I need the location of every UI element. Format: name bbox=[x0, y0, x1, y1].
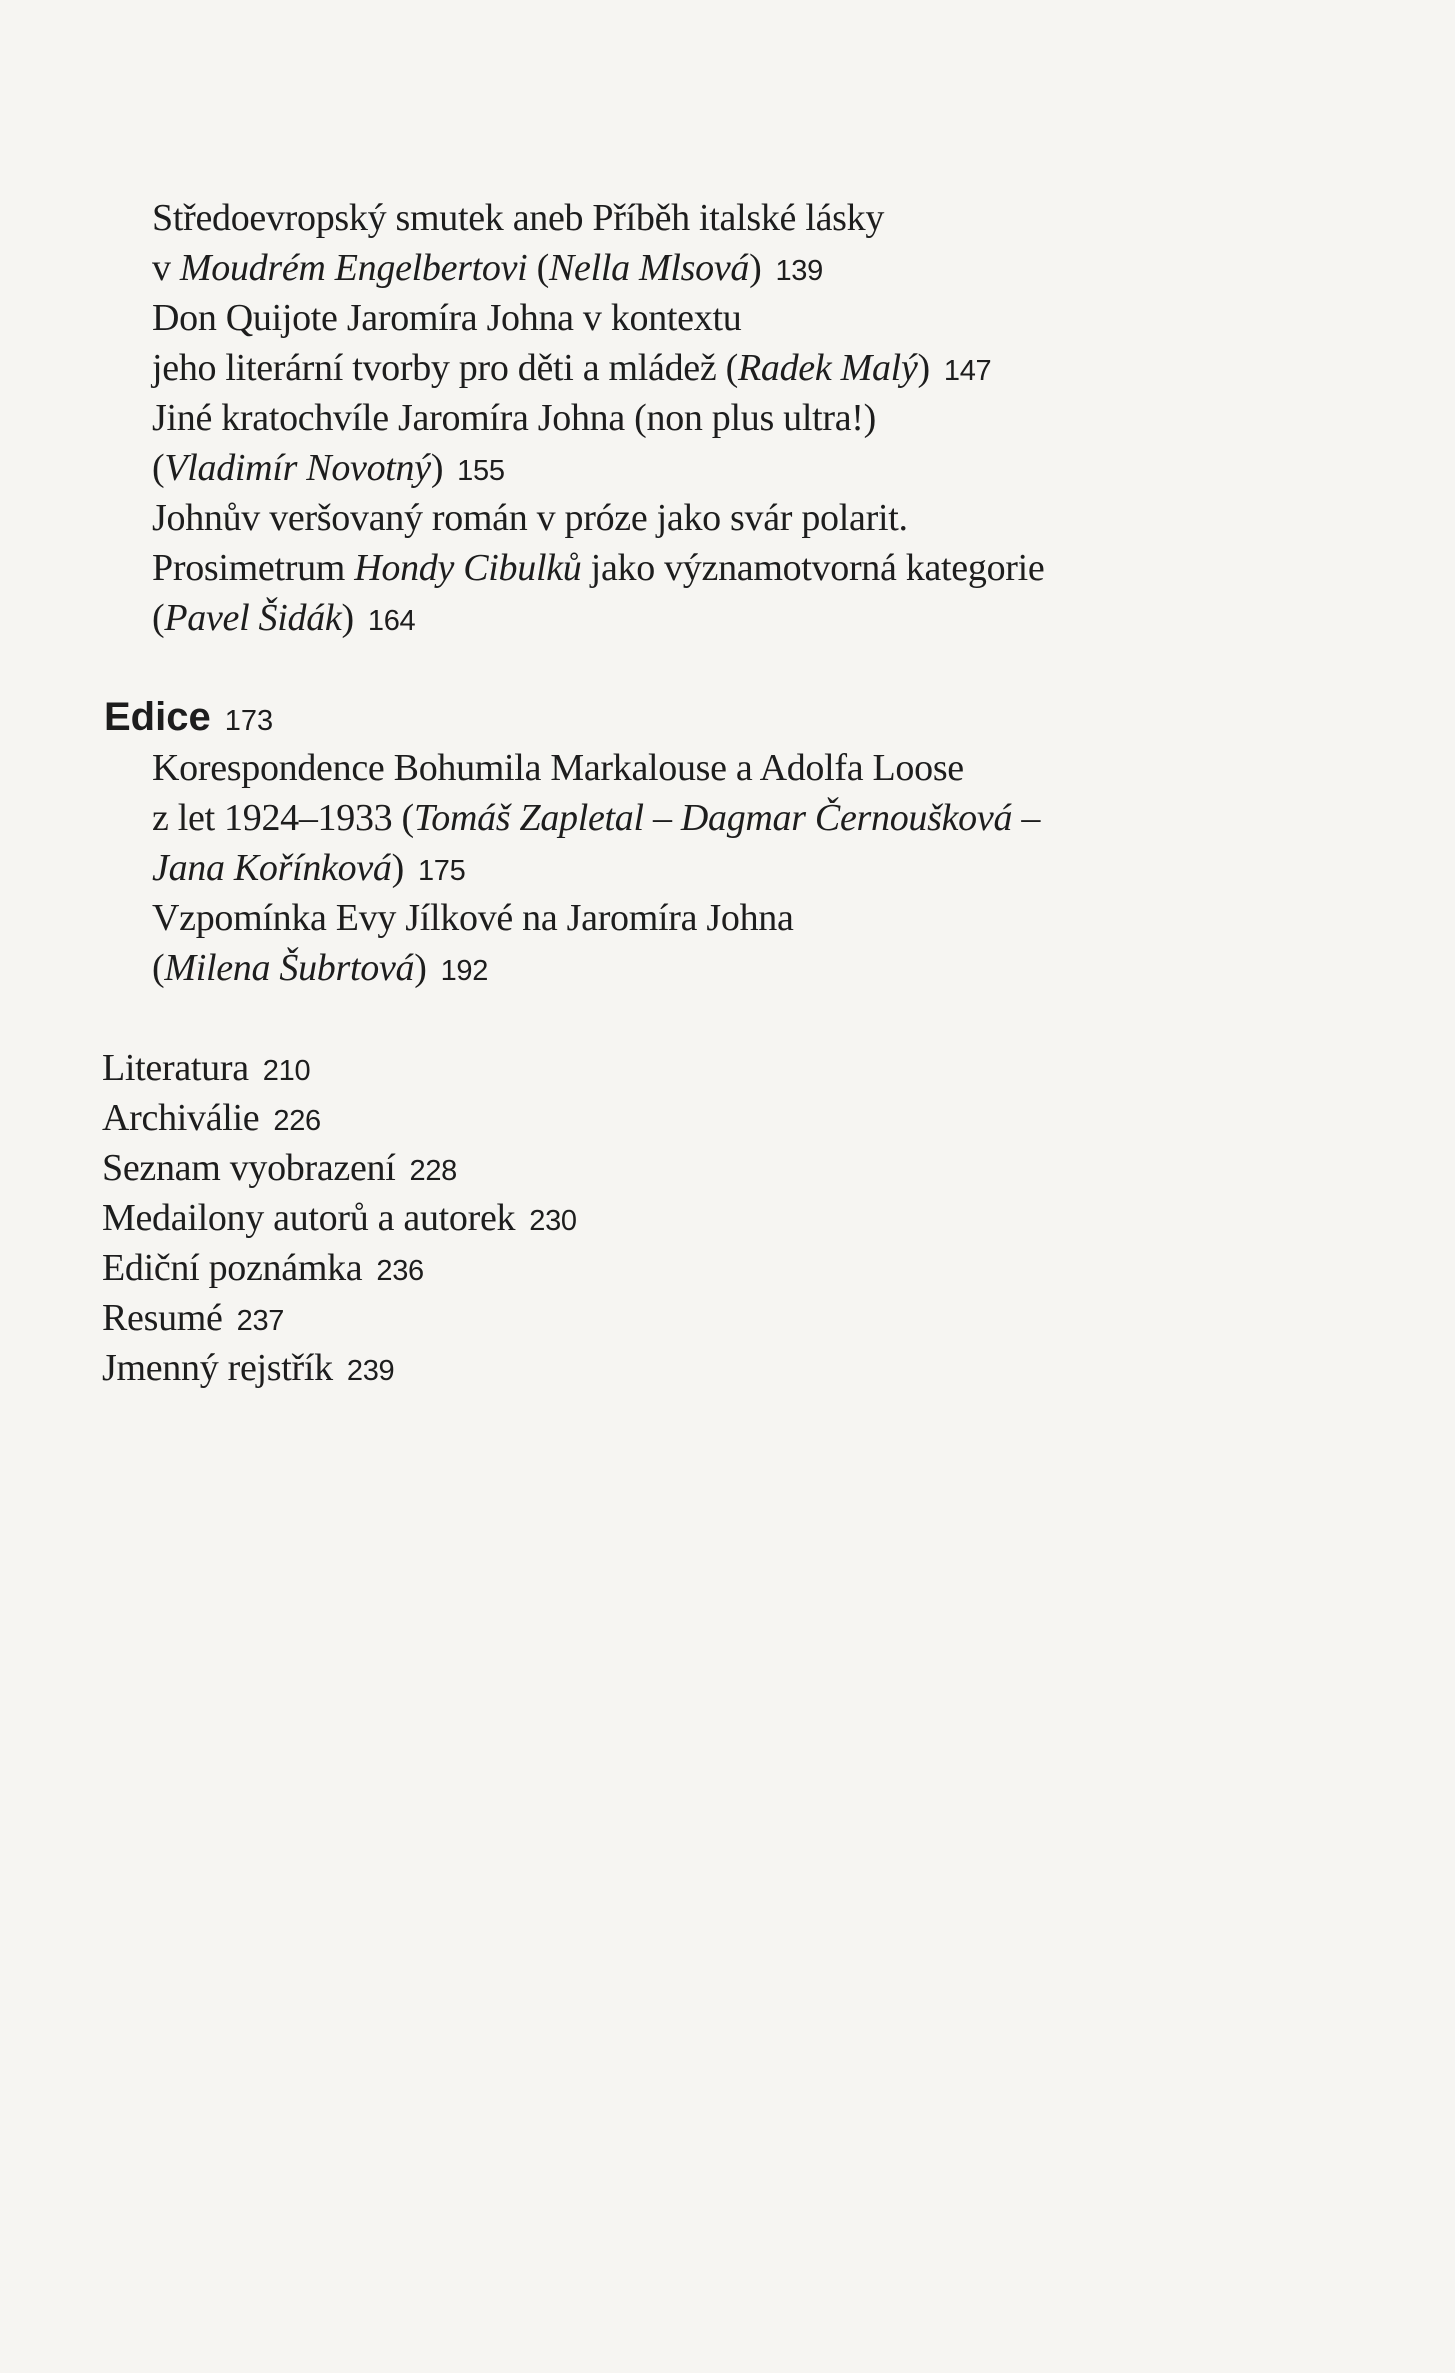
entry-paren: ( bbox=[152, 597, 165, 639]
appendix-label: Seznam vyobrazení bbox=[102, 1147, 396, 1189]
entry-paren: ) bbox=[430, 447, 444, 489]
toc-appendix-line bbox=[102, 1293, 284, 1346]
toc-appendix-line bbox=[102, 1143, 457, 1196]
toc-entry-line bbox=[152, 543, 1044, 593]
entry-paren: ( bbox=[152, 947, 165, 989]
toc-appendix-line bbox=[102, 1243, 424, 1296]
page-number: 226 bbox=[273, 1105, 321, 1137]
appendix-label: Resumé bbox=[102, 1297, 223, 1339]
toc-entry-line bbox=[152, 893, 794, 943]
toc-appendix-line bbox=[102, 1093, 321, 1146]
page-number: 164 bbox=[367, 605, 416, 637]
toc-entry-line bbox=[152, 193, 884, 243]
entry-author: Pavel Šidák bbox=[164, 597, 342, 639]
entry-paren: ) bbox=[391, 847, 404, 889]
entry-title: Vzpomínka Evy Jílkové na Jaromíra Johna bbox=[152, 897, 794, 939]
entry-paren: ) bbox=[341, 597, 354, 639]
page-number: 155 bbox=[457, 455, 505, 487]
page-number: 237 bbox=[236, 1305, 285, 1337]
entry-title: Don Quijote Jaromíra Johna v kontextu bbox=[152, 297, 742, 339]
entry-author: Tomáš Zapletal – Dagmar Černoušková – bbox=[413, 797, 1041, 839]
entry-title: Jiné kratochvíle Jaromíra Johna (non plus ultra!) bbox=[152, 397, 876, 439]
toc-entry-line bbox=[152, 743, 964, 793]
toc-entry-line bbox=[152, 243, 823, 296]
toc-entry-line bbox=[152, 343, 991, 396]
entry-paren: ( bbox=[152, 447, 165, 489]
page-number: 228 bbox=[409, 1155, 458, 1187]
section-title: Edice bbox=[104, 695, 211, 739]
entry-title: Prosimetrum bbox=[152, 547, 355, 589]
appendix-label: Archiválie bbox=[102, 1097, 260, 1139]
entry-title: v bbox=[152, 247, 180, 289]
entry-title: Korespondence Bohumila Markalouse a Adolfa Loose bbox=[152, 747, 964, 789]
entry-author: Jana Kořínková bbox=[152, 847, 392, 889]
entry-title: jeho literární tvorby pro děti a mládež ( bbox=[152, 347, 738, 389]
entry-paren: ) bbox=[414, 947, 427, 989]
page-number: 173 bbox=[224, 705, 274, 737]
page-number: 147 bbox=[943, 355, 992, 387]
entry-author: Nella Mlsová bbox=[549, 247, 750, 289]
toc-entry-line bbox=[152, 293, 741, 343]
page-number: 139 bbox=[775, 255, 823, 287]
page-number: 175 bbox=[417, 855, 466, 887]
toc-entry-line bbox=[152, 443, 505, 496]
entry-author: Vladimír Novotný bbox=[164, 447, 431, 489]
entry-author: Milena Šubrtová bbox=[164, 947, 415, 989]
entry-work-title: Hondy Cibulků bbox=[354, 547, 582, 589]
page-number: 239 bbox=[346, 1355, 395, 1387]
entry-title: jako významotvorná kategorie bbox=[581, 547, 1045, 589]
entry-work-title: Moudrém Engelbertovi bbox=[179, 247, 528, 289]
page-number: 210 bbox=[262, 1055, 311, 1087]
appendix-label: Ediční poznámka bbox=[102, 1247, 363, 1289]
section-heading bbox=[104, 692, 273, 746]
toc-appendix-line bbox=[102, 1193, 577, 1246]
entry-title: Středoevropský smutek aneb Příběh italské lásky bbox=[152, 197, 885, 239]
toc-entry-line bbox=[152, 593, 415, 646]
toc-appendix-line bbox=[102, 1343, 394, 1396]
toc-entry-line bbox=[152, 493, 908, 543]
entry-author: Radek Malý bbox=[737, 347, 918, 389]
toc-entry-line bbox=[152, 843, 465, 896]
appendix-label: Jmenný rejstřík bbox=[102, 1347, 333, 1389]
entry-title: Johnův veršovaný román v próze jako svár polarit. bbox=[152, 497, 908, 539]
entry-title: z let 1924–1933 ( bbox=[152, 797, 414, 839]
page-number: 236 bbox=[376, 1255, 424, 1287]
appendix-label: Literatura bbox=[102, 1047, 249, 1089]
toc-entry-line bbox=[152, 793, 1040, 843]
appendix-label: Medailony autorů a autorek bbox=[102, 1197, 516, 1239]
toc-entry-line bbox=[152, 393, 876, 443]
toc-appendix-line bbox=[102, 1043, 310, 1096]
entry-paren: ) bbox=[917, 347, 930, 389]
page-number: 230 bbox=[529, 1205, 577, 1237]
entry-paren: ( bbox=[527, 247, 549, 289]
toc-entry-line bbox=[152, 943, 488, 996]
page-number: 192 bbox=[440, 955, 489, 987]
entry-paren: ) bbox=[749, 247, 762, 289]
